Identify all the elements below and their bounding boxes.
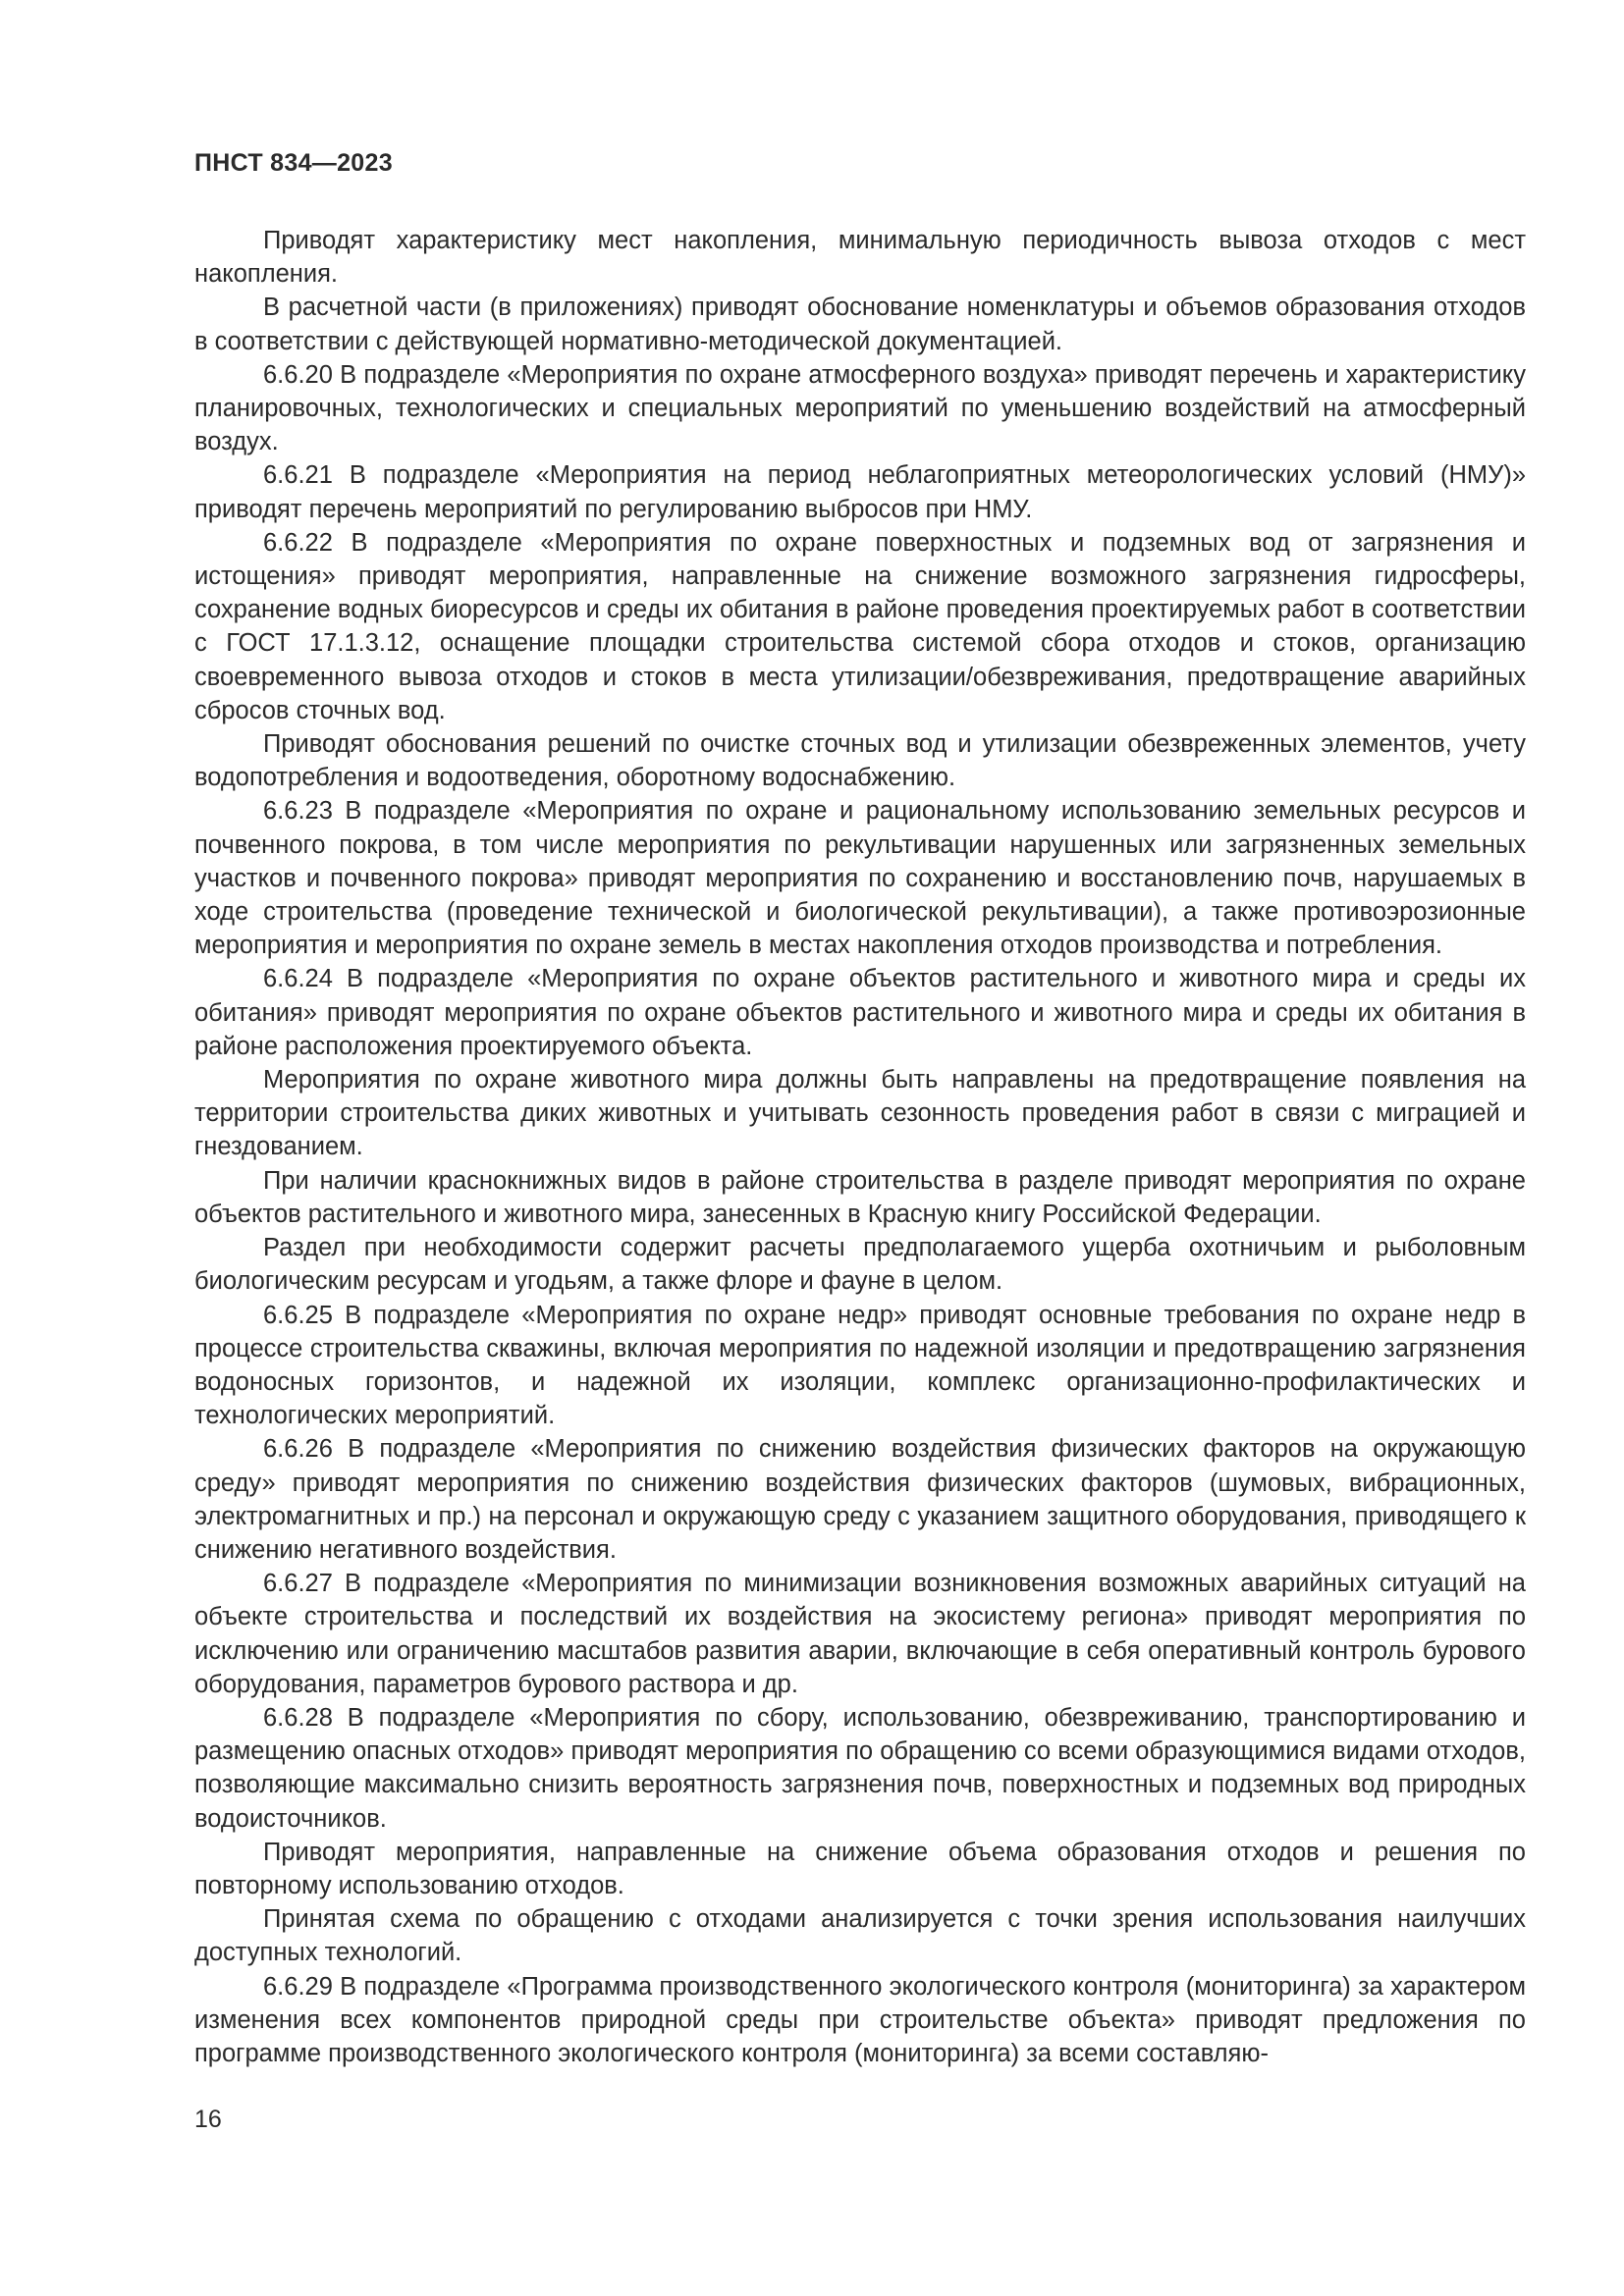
page-number: 16 xyxy=(194,2106,222,2133)
document-code-header: ПНСТ 834—2023 xyxy=(194,149,393,177)
paragraph-6-6-29: 6.6.29 В подразделе «Программа производственного экологического контроля (мониторинга) за характером изменения всех компонентов природной среды при строительстве объекта» приводят предложения по программе производственного экологического контроля (мониторинга) за всеми составляю- xyxy=(194,1972,1526,2067)
paragraph: При наличии краснокнижных видов в районе строительства в разделе приводят мероприятия по охране объектов растительного и животного мира, занесенных в Красную книгу Российской Федерации. xyxy=(194,1166,1526,1228)
paragraph: Приводят характеристику мест накопления, минимальную периодичность вывоза отходов с мест накопления. xyxy=(194,227,1526,289)
document-body xyxy=(194,224,1526,2070)
paragraph-6-6-24: 6.6.24 В подразделе «Мероприятия по охране объектов растительного и животного мира и среды их обитания» приводят мероприятия по охране объектов растительного и животного мира и среды их обитания в районе расположения проектируемого объекта. xyxy=(194,965,1526,1060)
paragraph-6-6-27: 6.6.27 В подразделе «Мероприятия по минимизации возникновения возможных аварийных ситуаций на объекте строительства и последствий их воздействия на экосистему региона» приводят мероприятия по исключению или ограничению масштабов развития аварии, включающие в себя оперативный контроль бурового оборудования, параметров бурового раствора и др. xyxy=(194,1570,1526,1698)
paragraph-6-6-25: 6.6.25 В подразделе «Мероприятия по охране недр» приводят основные требования по охране недр в процессе строительства скважины, включая мероприятия по надежной изоляции и предотвращению загрязнения водоносных горизонтов, и надежной их изоляции, комплекс организационно-профилактических и технологических мероприятий. xyxy=(194,1301,1526,1430)
paragraph: В расчетной части (в приложениях) приводят обоснование номенклатуры и объемов образования отходов в соответствии с действующей нормативно-методической документацией. xyxy=(194,294,1526,355)
paragraph-6-6-22: 6.6.22 В подразделе «Мероприятия по охране поверхностных и подземных вод от загрязнения и истощения» приводят мероприятия, направленные на снижение возможного загрязнения гидросферы, сохранение водных биоресурсов и среды их обитания в районе проведения проектируемых работ в соответствии с ГОСТ 17.1.3.12, оснащение площадки строительства системой сбора отходов и стоков, организацию своевременного вывоза отходов и стоков в места утилизации/обезвреживания, предотвращение аварийных сбросов сточных вод. xyxy=(194,528,1526,724)
paragraph: Раздел при необходимости содержит расчеты предполагаемого ущерба охотничьим и рыболовным биологическим ресурсам и угодьям, а также флоре и фауне в целом. xyxy=(194,1234,1526,1296)
paragraph-6-6-28: 6.6.28 В подразделе «Мероприятия по сбору, использованию, обезвреживанию, транспортированию и размещению опасных отходов» приводят мероприятия по обращению со всеми образующимися видами отходов, позволяющие максимально снизить вероятность загрязнения почв, поверхностных и подземных вод природных водоисточников. xyxy=(194,1703,1526,1833)
paragraph-6-6-20: 6.6.20 В подразделе «Мероприятия по охране атмосферного воздуха» приводят перечень и характеристику планировочных, технологических и специальных мероприятий по уменьшению воздействий на атмосферный воздух. xyxy=(194,360,1526,456)
paragraph: Принятая схема по обращению с отходами анализируется с точки зрения использования наилучших доступных технологий. xyxy=(194,1905,1526,1967)
paragraph-6-6-23: 6.6.23 В подразделе «Мероприятия по охране и рациональному использованию земельных ресурсов и почвенного покрова, в том числе мероприятия по рекультивации нарушенных или загрязненных земельных участков и почвенного покрова» приводят мероприятия по сохранению и восстановлению почв, нарушаемых в ходе строительства (проведение технической и биологической рекультивации), а также противоэрозионные мероприятия и мероприятия по охране земель в местах накопления отходов производства и потребления. xyxy=(194,797,1526,960)
paragraph: Приводят мероприятия, направленные на снижение объема образования отходов и решения по повторному использованию отходов. xyxy=(194,1838,1526,1899)
paragraph-6-6-26: 6.6.26 В подразделе «Мероприятия по снижению воздействия физических факторов на окружающую среду» приводят мероприятия по снижению воздействия физических факторов (шумовых, вибрационных, электромагнитных и пр.) на персонал и окружающую среду с указанием защитного оборудования, приводящего к снижению негативного воздействия. xyxy=(194,1435,1526,1564)
paragraph: Приводят обоснования решений по очистке сточных вод и утилизации обезвреженных элементов, учету водопотребления и водоотведения, оборотному водоснабжению. xyxy=(194,730,1526,792)
paragraph-6-6-21: 6.6.21 В подразделе «Мероприятия на период неблагоприятных метеорологических условий (НМУ)» приводят перечень мероприятий по регулированию выбросов при НМУ. xyxy=(194,461,1526,523)
paragraph: Мероприятия по охране животного мира должны быть направлены на предотвращение появления на территории строительства диких животных и учитывать сезонность проведения работ в связи с миграцией и гнездованием. xyxy=(194,1066,1526,1161)
